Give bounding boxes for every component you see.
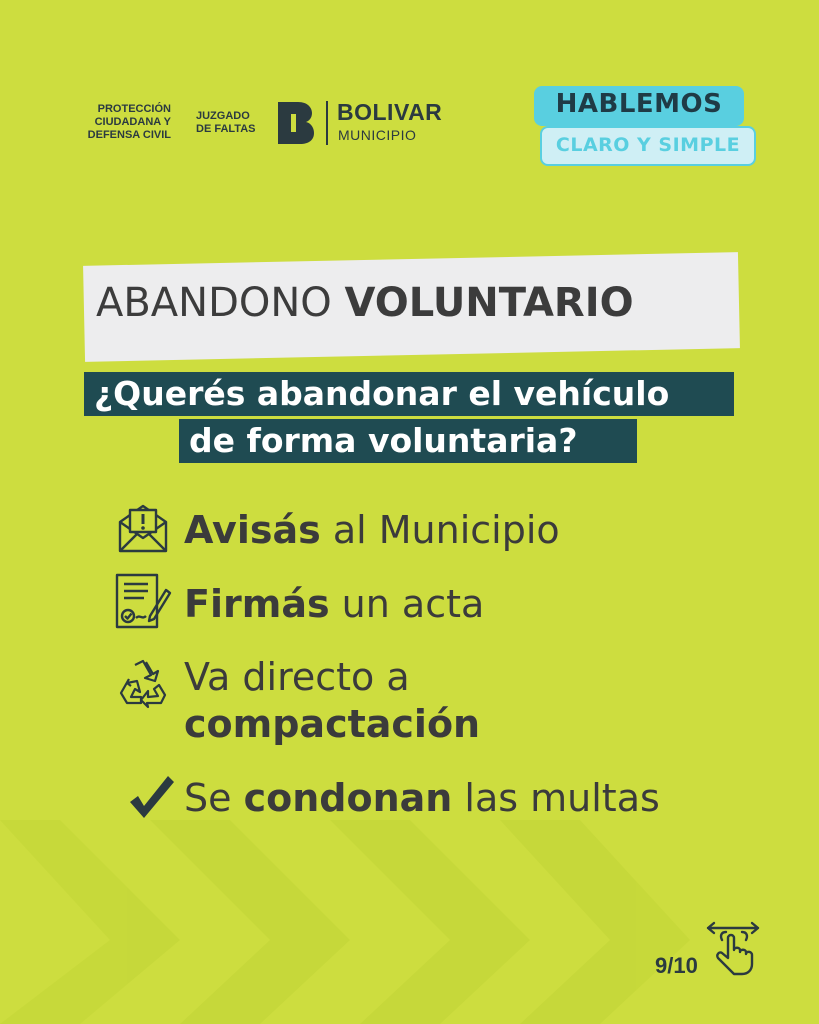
municipio-logo-icon [276,100,316,146]
step-1-text: al Municipio [320,508,560,552]
envelope-alert-icon [117,500,169,554]
step-4 [184,776,660,820]
question-line-2: de forma voluntaria? [179,419,637,463]
checkmark-icon [128,774,176,820]
step-3-line-2 [184,702,480,746]
page-counter: 9/10 [655,953,698,978]
org-faltas: JUZGADO DE FALTAS [196,110,256,135]
step-3-bold: compactación [184,702,481,746]
badge-bottom-text: CLARO Y SIMPLE [555,134,741,156]
step-2-text: un acta [329,582,485,626]
org-civil-defense: PROTECCIÓN CIUDADANA Y DEFENSA CIVIL [87,103,171,141]
signed-document-icon [114,572,172,630]
step-4-pre: Se [184,776,244,820]
brand-name: BOLIVAR [337,99,443,125]
step-1-bold: Avisás [184,508,321,552]
title-bold: VOLUNTARIO [344,280,634,326]
question-line-1: ¿Querés abandonar el vehículo [84,372,734,416]
step-3-line-1: Va directo a [184,655,410,699]
step-2-bold: Firmás [184,582,330,626]
step-2 [184,582,484,626]
recycle-icon [117,659,169,709]
brand-sub: MUNICIPIO [338,127,417,143]
swipe-hand-icon [704,918,762,978]
badge-claro-simple [540,126,756,166]
step-4-text: las multas [452,776,660,820]
badge-top-text: HABLEMOS [555,89,723,119]
step-1 [184,508,560,552]
title-light: ABANDONO [96,280,332,326]
page-title [96,280,736,326]
logo-separator [326,101,328,145]
step-4-bold: condonan [243,776,453,820]
badge-hablemos [534,86,744,126]
